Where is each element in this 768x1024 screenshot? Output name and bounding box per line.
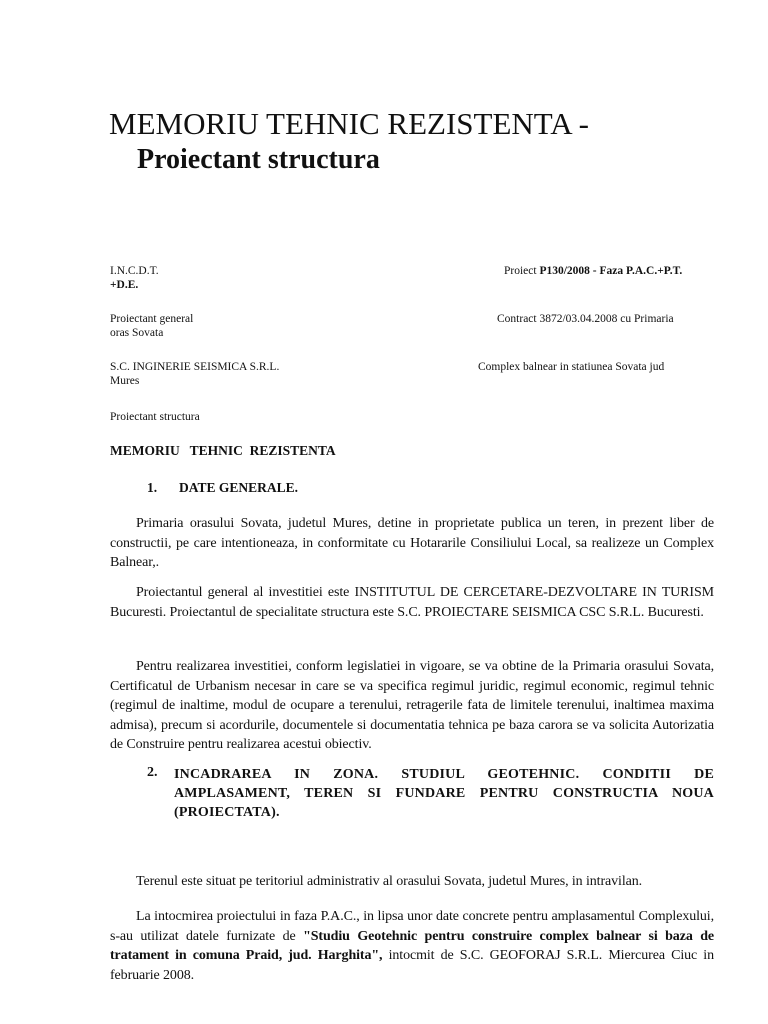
section2-paragraph-2 [110, 907, 714, 985]
section1-paragraph-3: Pentru realizarea investitiei, conform legislatiei in vigoare, se va obtine de la Primaria orasului Sovata, Certificatul de Urbanism necesar in care se va specifica regimul juridic, regimul economic, regimul tehnic (regimul de inaltime, modul de ocupare a terenului, retragerile fata de limitele terenului, inaltimea maxima admisa), precum si acordurile, documentele si documentatia tehnica pe baza carora se va solicita Autorizatia de Construire pentru realizarea acestui obiectiv. [110, 659, 714, 752]
company-name: S.C. INGINERIE SEISMICA S.R.L. [110, 361, 280, 373]
project-prefix: Proiect [504, 265, 540, 277]
document-subtitle: Proiectant structura [137, 144, 380, 175]
section1-title: DATE GENERALE. [179, 480, 299, 495]
section2-paragraph-1: Terenul este situat pe teritoriul administrativ al orasului Sovata, judetul Mures, in intravilan. [136, 874, 643, 889]
section2-p2-start: La intocmirea proiectului in faza P.A.C., in lipsa unor date concrete pentru amplasamentul Complexului, s-au utilizat datele furnizate de [110, 909, 714, 944]
complex-info: Complex balnear in statiunea Sovata jud [478, 361, 665, 373]
org-name: I.N.C.D.T. [110, 265, 159, 277]
doc-heading: MEMORIU TEHNIC REZISTENTA [110, 443, 336, 458]
contract-info-cont: oras Sovata [110, 327, 164, 339]
general-designer-label: Proiectant general [110, 313, 194, 325]
section1-number: 1. [147, 480, 158, 495]
section2-number: 2. [147, 765, 158, 780]
section1-paragraph-1: Primaria orasului Sovata, judetul Mures, detine in proprietate publica un teren, in prezent liber de constructii, pe care intentioneaza, in conformitate cu Hotararile Consiliului Local, sa realizeze un Complex Balnear,. [110, 516, 714, 570]
project-code: P130/2008 - Faza P.A.C.+P.T. [539, 265, 683, 277]
geotechnical-study-title: "Studiu Geotehnic pentru construire complex balnear si baza de tratament in comuna Praid, jud. Harghita", [110, 928, 714, 963]
structural-designer-label: Proiectant structura [110, 411, 200, 423]
section1-paragraph-2: Proiectantul general al investitiei este INSTITUTUL DE CERCETARE-DEZVOLTARE IN TURISM Bucuresti. Proiectantul de specialitate structura este S.C. PROIECTARE SEISMICA CSC S.R.L. Bucuresti. [110, 585, 714, 620]
org-suffix: +D.E. [110, 279, 139, 291]
section2-title: INCADRAREA IN ZONA. STUDIUL GEOTEHNIC. CONDITII DE AMPLASAMENT, TEREN SI FUNDARE PENTRU CONSTRUCTIA NOUA (PROIECTATA). [174, 767, 714, 820]
contract-info: Contract 3872/03.04.2008 cu Primaria [497, 313, 674, 325]
document-title: MEMORIU TEHNIC REZISTENTA - [109, 106, 590, 141]
section2-p2-end: intocmit de S.C. GEOFORAJ S.R.L. Miercurea Ciuc in februarie 2008. [110, 948, 714, 983]
complex-info-cont: Mures [110, 375, 140, 387]
project-info [504, 264, 682, 278]
